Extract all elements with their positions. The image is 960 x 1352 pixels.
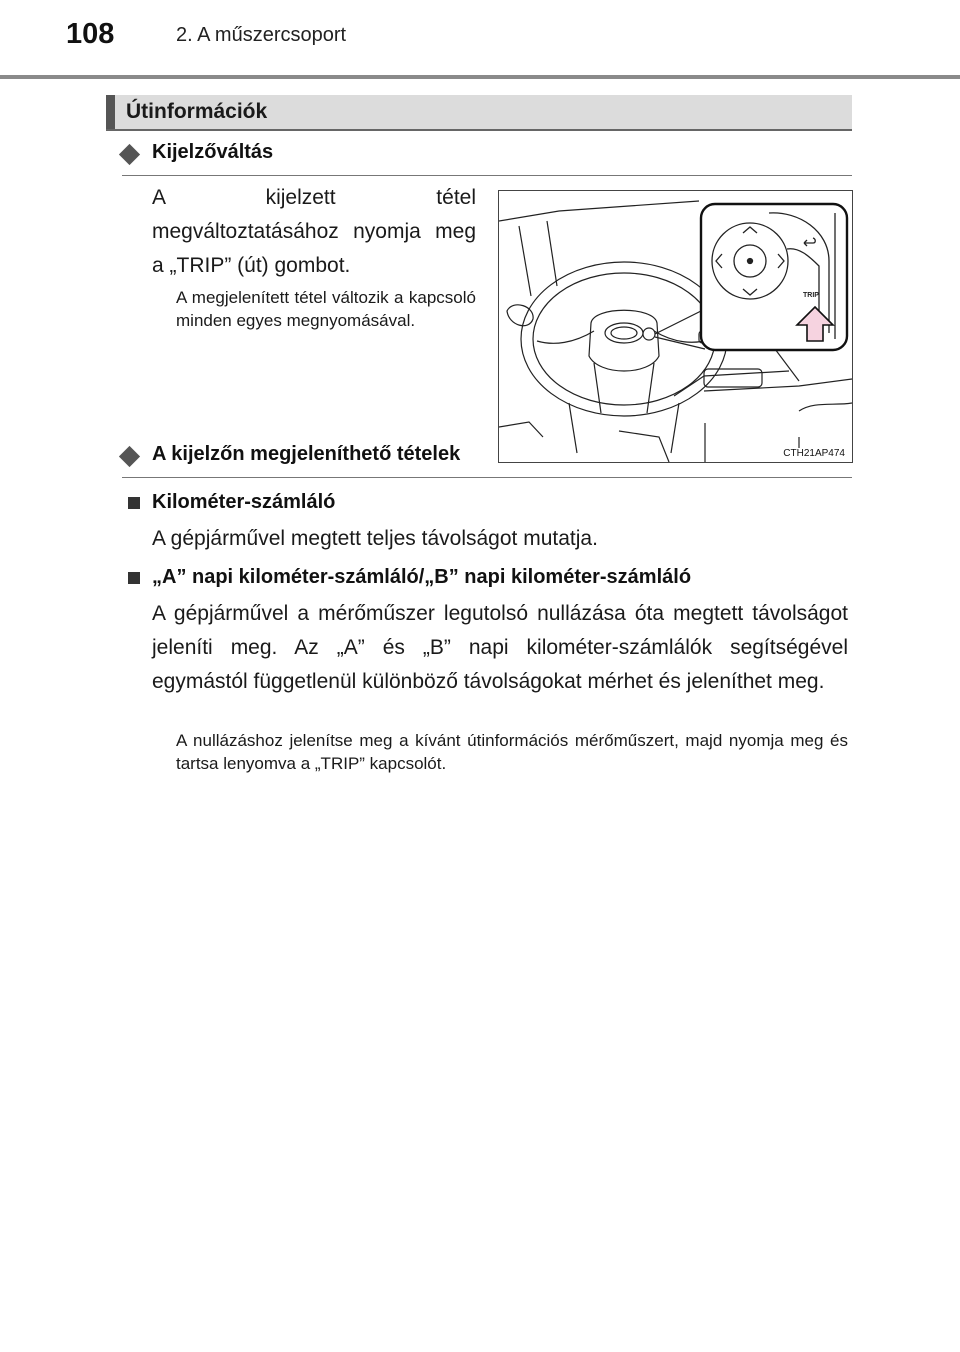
steering-wheel-illustration [499, 191, 852, 462]
section-title: Útinformációk [126, 100, 268, 123]
subheading-text: Kijelzőváltás [152, 141, 274, 163]
subheading-rule [122, 477, 852, 478]
trip-meter-heading-text: „A” napi kilométer-számláló/„B” napi kilométer-számláló [152, 566, 692, 588]
trip-meter-note: A nullázáshoz jelenítse meg a kívánt útinformációs mérőműszert, majd nyomja meg és tartsa lenyomva a „TRIP” kapcsolót. [176, 731, 848, 773]
section-heading [106, 95, 852, 130]
figure-code: CTH21AP474 [780, 448, 848, 459]
instruction-note: A megjelenített tétel változik a kapcsoló minden egyes megnyomásával. [176, 288, 476, 330]
trip-button-label: TRIP [803, 292, 819, 299]
section-marker [106, 95, 115, 130]
chapter-title: 2. A műszercsoport [176, 24, 347, 46]
steering-wheel-figure [498, 190, 853, 463]
diamond-icon [119, 446, 140, 467]
square-bullet-icon [128, 497, 140, 509]
subheading-text: A kijelzőn megjeleníthető tételek [152, 443, 461, 465]
trip-meter-text: A gépjárművel a mérőműszer legutolsó nullázása óta megtett távolságot jeleníti meg. Az „A” és „B” napi kilométer-számlálók segítségével egymástól függetlenül különböző távolságokat mérhet és jeleníthet meg. [152, 602, 848, 693]
header-rule [0, 75, 960, 79]
odometer-text: A gépjárművel megtett teljes távolságot mutatja. [152, 527, 598, 550]
diamond-icon [119, 144, 140, 165]
section-underline [106, 129, 852, 131]
square-bullet-icon [128, 572, 140, 584]
subheading-rule [122, 175, 852, 176]
instruction-text: A kijelzett tétel megváltoztatásához nyomja meg a „TRIP” (út) gombot. [152, 186, 476, 277]
page-number: 108 [66, 18, 115, 50]
odometer-heading-text: Kilométer-számláló [152, 491, 336, 513]
